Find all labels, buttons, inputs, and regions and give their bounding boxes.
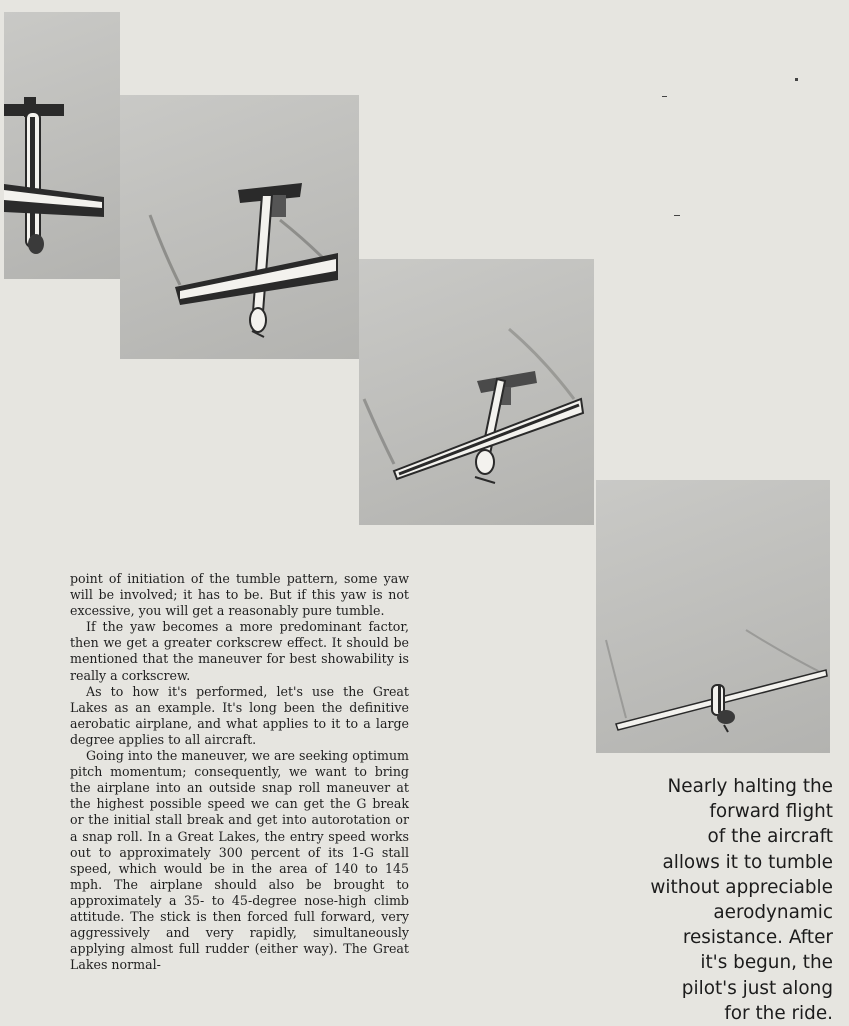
caption-line: forward flight — [709, 801, 833, 823]
paragraph-1: point of initiation of the tumble pattern, some yaw will be involved; it has to be. But if this yaw is not excessive, you will get a reasonably pure tumble. — [70, 571, 409, 619]
caption-line: it's begun, the — [700, 952, 833, 974]
aircraft-illustration-3 — [359, 259, 594, 525]
caption-line: without appreciable — [650, 876, 833, 898]
tumble-sequence-photo-1 — [4, 12, 120, 279]
caption-line: Nearly halting the — [667, 776, 833, 797]
caption-line: resistance. After — [682, 927, 833, 949]
tumble-sequence-photo-2 — [120, 95, 359, 359]
tumble-sequence-photo-3 — [359, 259, 594, 525]
print-speck — [662, 96, 667, 97]
paragraph-3: As to how it's performed, let's use the Great Lakes as an example. It's long been the definitive aerobatic airplane, and what applies to it to a large degree applies to all aircraft. — [70, 683, 409, 747]
paragraph-4: Going into the maneuver, we are seeking optimum pitch momentum; consequently, we want to bring the airplane into an outside snap roll maneuver at the highest possible speed we can get the G break or the initial stall break and get into autorotation or a snap roll. In a Great Lakes, the entry speed works out to approximately 300 percent of its 1-G stall speed, which would be in the area of 140 to 145 mph. The airplane should also be brought to approximately a 35- to 45-degree nose-high climb attitude. The stick is then forced full forward, very aggressively and very rapidly, simultaneously applying almost full rudder (either way). The Great Lakes normal- — [70, 748, 409, 973]
caption-line: for the ride. — [724, 1002, 833, 1024]
aircraft-illustration-1 — [4, 12, 120, 279]
caption-line: allows it to tumble — [662, 851, 833, 873]
paragraph-2: If the yaw becomes a more predominant factor, then we get a greater corkscrew effect. It should be mentioned that the maneuver for best showability is really a corkscrew. — [70, 619, 409, 683]
caption-line: aerodynamic — [713, 902, 833, 924]
tumble-sequence-photo-4 — [596, 480, 830, 753]
aircraft-illustration-2 — [120, 95, 359, 359]
print-speck — [674, 215, 680, 216]
caption-line: of the aircraft — [707, 826, 833, 848]
photo-caption — [593, 774, 833, 1026]
aircraft-illustration-4 — [596, 480, 830, 753]
print-speck — [795, 78, 798, 81]
article-body — [70, 571, 409, 973]
caption-line: pilot's just along — [681, 977, 833, 999]
